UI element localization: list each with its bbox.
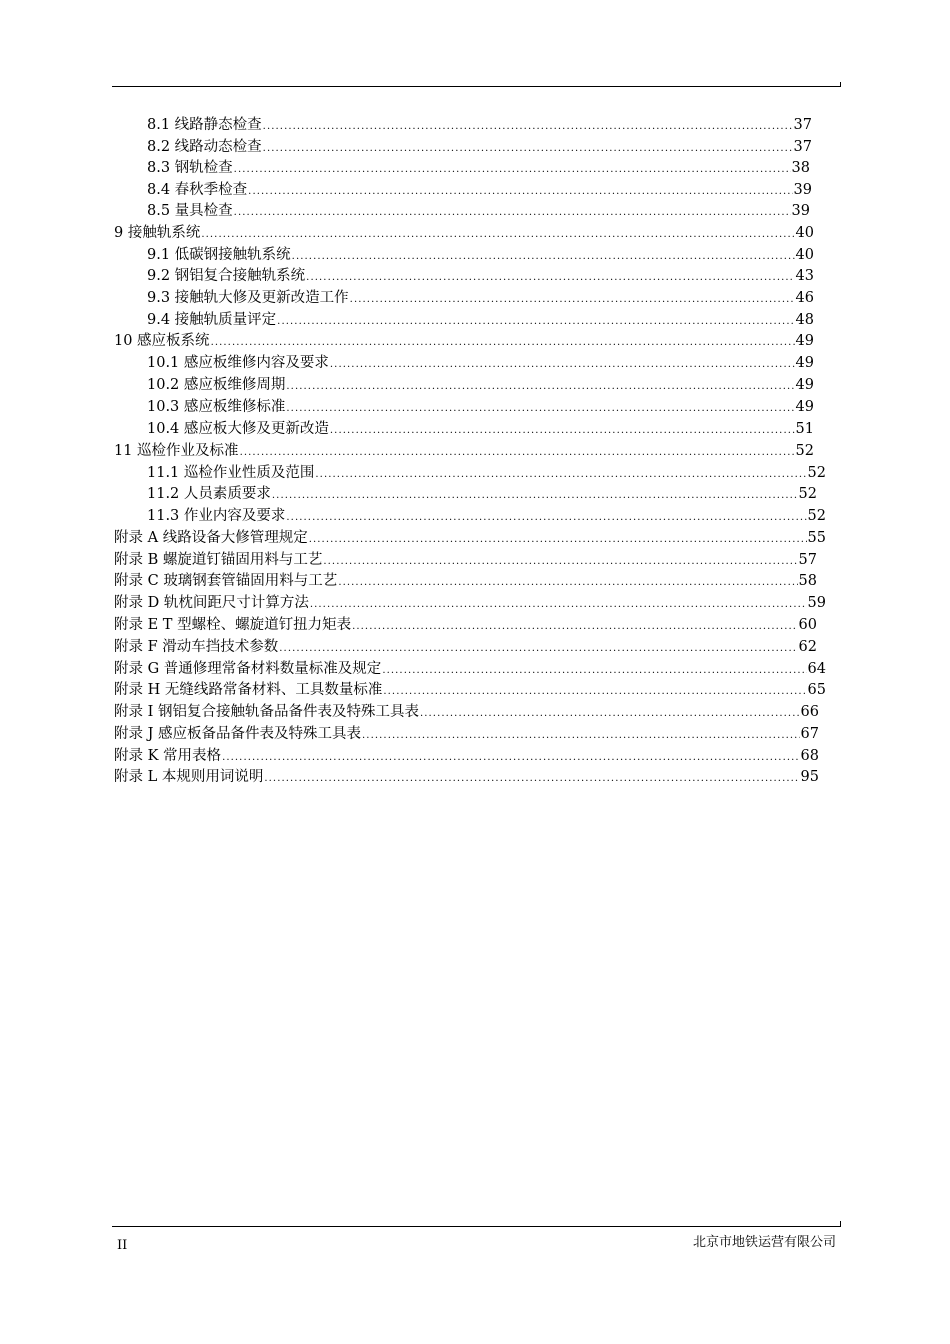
toc-entry-title: 8.5 量具检查 <box>147 203 233 219</box>
toc-leader-dots <box>310 594 807 616</box>
toc-entry-page: 40 <box>795 247 814 263</box>
toc-entry-title: 10.2 感应板维修周期 <box>147 377 286 393</box>
toc-leader-dots <box>350 289 795 311</box>
toc-entry-page: 43 <box>795 268 814 284</box>
footer-rule <box>112 1226 840 1227</box>
toc-leader-dots <box>286 376 794 398</box>
toc-entry-page: 95 <box>800 769 819 785</box>
toc-entry-title: 8.4 春秋季检查 <box>147 182 248 198</box>
toc-entry-11-1[interactable] <box>147 462 826 484</box>
toc-leader-dots <box>240 442 795 464</box>
toc-leader-dots <box>286 507 806 529</box>
toc-entry-page: 52 <box>807 465 826 481</box>
toc-entry-9-1[interactable] <box>147 244 814 266</box>
toc-entry-title: 附录 F 滑动车挡技术参数 <box>114 639 279 655</box>
toc-entry-page: 52 <box>795 443 814 459</box>
toc-entry-9-4[interactable] <box>147 309 814 331</box>
toc-leader-dots <box>309 529 807 551</box>
toc-entry-9-3[interactable] <box>147 287 814 309</box>
toc-entry-title: 附录 K 常用表格 <box>114 748 222 764</box>
toc-entry-title: 附录 L 本规则用词说明 <box>114 769 264 785</box>
toc-entry-page: 39 <box>793 182 812 198</box>
toc-entry-page: 49 <box>795 333 814 349</box>
toc-leader-dots <box>264 768 799 790</box>
toc-leader-dots <box>211 332 795 354</box>
toc-entry-10-3[interactable] <box>147 396 814 418</box>
toc-entry-title: 9.3 接触轨大修及更新改造工作 <box>147 290 349 306</box>
toc-entry-page: 38 <box>791 160 810 176</box>
toc-entry-page: 66 <box>800 704 819 720</box>
toc-entry-page: 40 <box>795 225 814 241</box>
toc-leader-dots <box>352 616 797 638</box>
toc-entry-9-2[interactable] <box>147 265 814 287</box>
toc-entry-page: 58 <box>798 573 817 589</box>
toc-entry-title: 附录 I 钢铝复合接触轨备品备件表及特殊工具表 <box>114 704 419 720</box>
toc-leader-dots <box>263 116 793 138</box>
toc-leader-dots <box>338 572 797 594</box>
toc-entry-title: 11 巡检作业及标准 <box>114 443 239 459</box>
toc-leader-dots <box>362 725 800 747</box>
toc-entry-page: 60 <box>798 617 817 633</box>
toc-leader-dots <box>286 398 794 420</box>
toc-entry-page: 49 <box>795 377 814 393</box>
toc-entry-appendix-l[interactable] <box>114 766 819 788</box>
toc-entry-appendix-e[interactable] <box>114 614 817 636</box>
toc-entry-appendix-i[interactable] <box>114 701 819 723</box>
toc-entry-8-4[interactable] <box>147 179 812 201</box>
toc-entry-page: 57 <box>798 552 817 568</box>
toc-entry-page: 65 <box>807 682 826 698</box>
toc-entry-page: 55 <box>807 530 826 546</box>
toc-entry-title: 8.1 线路静态检查 <box>147 117 262 133</box>
toc-entry-appendix-k[interactable] <box>114 745 819 767</box>
toc-entry-title: 9 接触轨系统 <box>114 225 201 241</box>
toc-entry-appendix-c[interactable] <box>114 570 817 592</box>
toc-entry-title: 10.3 感应板维修标准 <box>147 399 286 415</box>
footer-company-name: 北京市地铁运营有限公司 <box>692 1235 836 1250</box>
toc-entry-title: 11.1 巡检作业性质及范围 <box>147 465 315 481</box>
toc-entry-title: 8.2 线路动态检查 <box>147 139 262 155</box>
toc-entry-page: 62 <box>798 639 817 655</box>
toc-leader-dots <box>234 159 791 181</box>
toc-entry-title: 10 感应板系统 <box>114 333 210 349</box>
toc-entry-page: 64 <box>807 661 826 677</box>
toc-entry-title: 附录 B 螺旋道钉锚固用料与工艺 <box>114 552 323 568</box>
toc-entry-appendix-h[interactable] <box>114 679 826 701</box>
toc-entry-title: 附录 G 普通修理常备材料数量标准及规定 <box>114 661 382 677</box>
toc-entry-appendix-a[interactable] <box>114 527 826 549</box>
toc-entry-8-2[interactable] <box>147 136 812 158</box>
toc-leader-dots <box>330 420 795 442</box>
toc-entry-page: 39 <box>791 203 810 219</box>
toc-entry-title: 8.3 钢轨检查 <box>147 160 233 176</box>
toc-entry-8-5[interactable] <box>147 200 810 222</box>
toc-entry-title: 10.4 感应板大修及更新改造 <box>147 421 329 437</box>
toc-entry-11-3[interactable] <box>147 505 826 527</box>
toc-leader-dots <box>201 224 794 246</box>
toc-entry-appendix-g[interactable] <box>114 658 826 680</box>
toc-entry-appendix-b[interactable] <box>114 549 817 571</box>
toc-entry-page: 37 <box>793 139 812 155</box>
toc-entry-page: 52 <box>798 486 817 502</box>
toc-entry-9[interactable] <box>114 222 814 244</box>
footer-page-number: II <box>117 1238 128 1253</box>
toc-entry-title: 附录 A 线路设备大修管理规定 <box>114 530 308 546</box>
toc-entry-page: 51 <box>795 421 814 437</box>
toc-entry-10-2[interactable] <box>147 374 814 396</box>
toc-entry-11[interactable] <box>114 440 814 462</box>
toc-entry-page: 67 <box>800 726 819 742</box>
toc-entry-8-3[interactable] <box>147 157 810 179</box>
toc-entry-appendix-f[interactable] <box>114 636 817 658</box>
toc-leader-dots <box>330 354 795 376</box>
toc-entry-title: 附录 H 无缝线路常备材料、工具数量标准 <box>114 682 383 698</box>
toc-entry-title: 附录 C 玻璃钢套管锚固用料与工艺 <box>114 573 338 589</box>
toc-leader-dots <box>383 681 806 703</box>
toc-leader-dots <box>420 703 800 725</box>
toc-entry-page: 49 <box>795 355 814 371</box>
toc-leader-dots <box>306 267 794 289</box>
toc-entry-10-1[interactable] <box>147 352 814 374</box>
toc-entry-page: 52 <box>807 508 826 524</box>
toc-entry-10[interactable] <box>114 330 814 352</box>
toc-entry-page: 49 <box>795 399 814 415</box>
toc-entry-title: 附录 D 轨枕间距尺寸计算方法 <box>114 595 309 611</box>
toc-entry-page: 48 <box>795 312 814 328</box>
toc-entry-10-4[interactable] <box>147 418 814 440</box>
toc-entry-title: 9.1 低碳钢接触轨系统 <box>147 247 291 263</box>
toc-entry-title: 11.2 人员素质要求 <box>147 486 271 502</box>
toc-entry-page: 59 <box>807 595 826 611</box>
toc-entry-11-2[interactable] <box>147 483 817 505</box>
toc-entry-page: 46 <box>795 290 814 306</box>
toc-entry-page: 37 <box>793 117 812 133</box>
toc-leader-dots <box>234 202 791 224</box>
toc-leader-dots <box>272 485 798 507</box>
toc-entry-appendix-d[interactable] <box>114 592 826 614</box>
toc-entry-title: 9.4 接触轨质量评定 <box>147 312 277 328</box>
toc-entry-appendix-j[interactable] <box>114 723 819 745</box>
toc-entry-title: 附录 J 感应板备品备件表及特殊工具表 <box>114 726 362 742</box>
toc-entry-title: 9.2 钢铝复合接触轨系统 <box>147 268 306 284</box>
toc-leader-dots <box>279 638 797 660</box>
toc-entry-title: 11.3 作业内容及要求 <box>147 508 286 524</box>
toc-entry-title: 10.1 感应板维修内容及要求 <box>147 355 329 371</box>
toc-entry-page: 68 <box>800 748 819 764</box>
toc-entry-title: 附录 E T 型螺栓、螺旋道钉扭力矩表 <box>114 617 352 633</box>
toc-entry-8-1[interactable] <box>147 114 812 136</box>
